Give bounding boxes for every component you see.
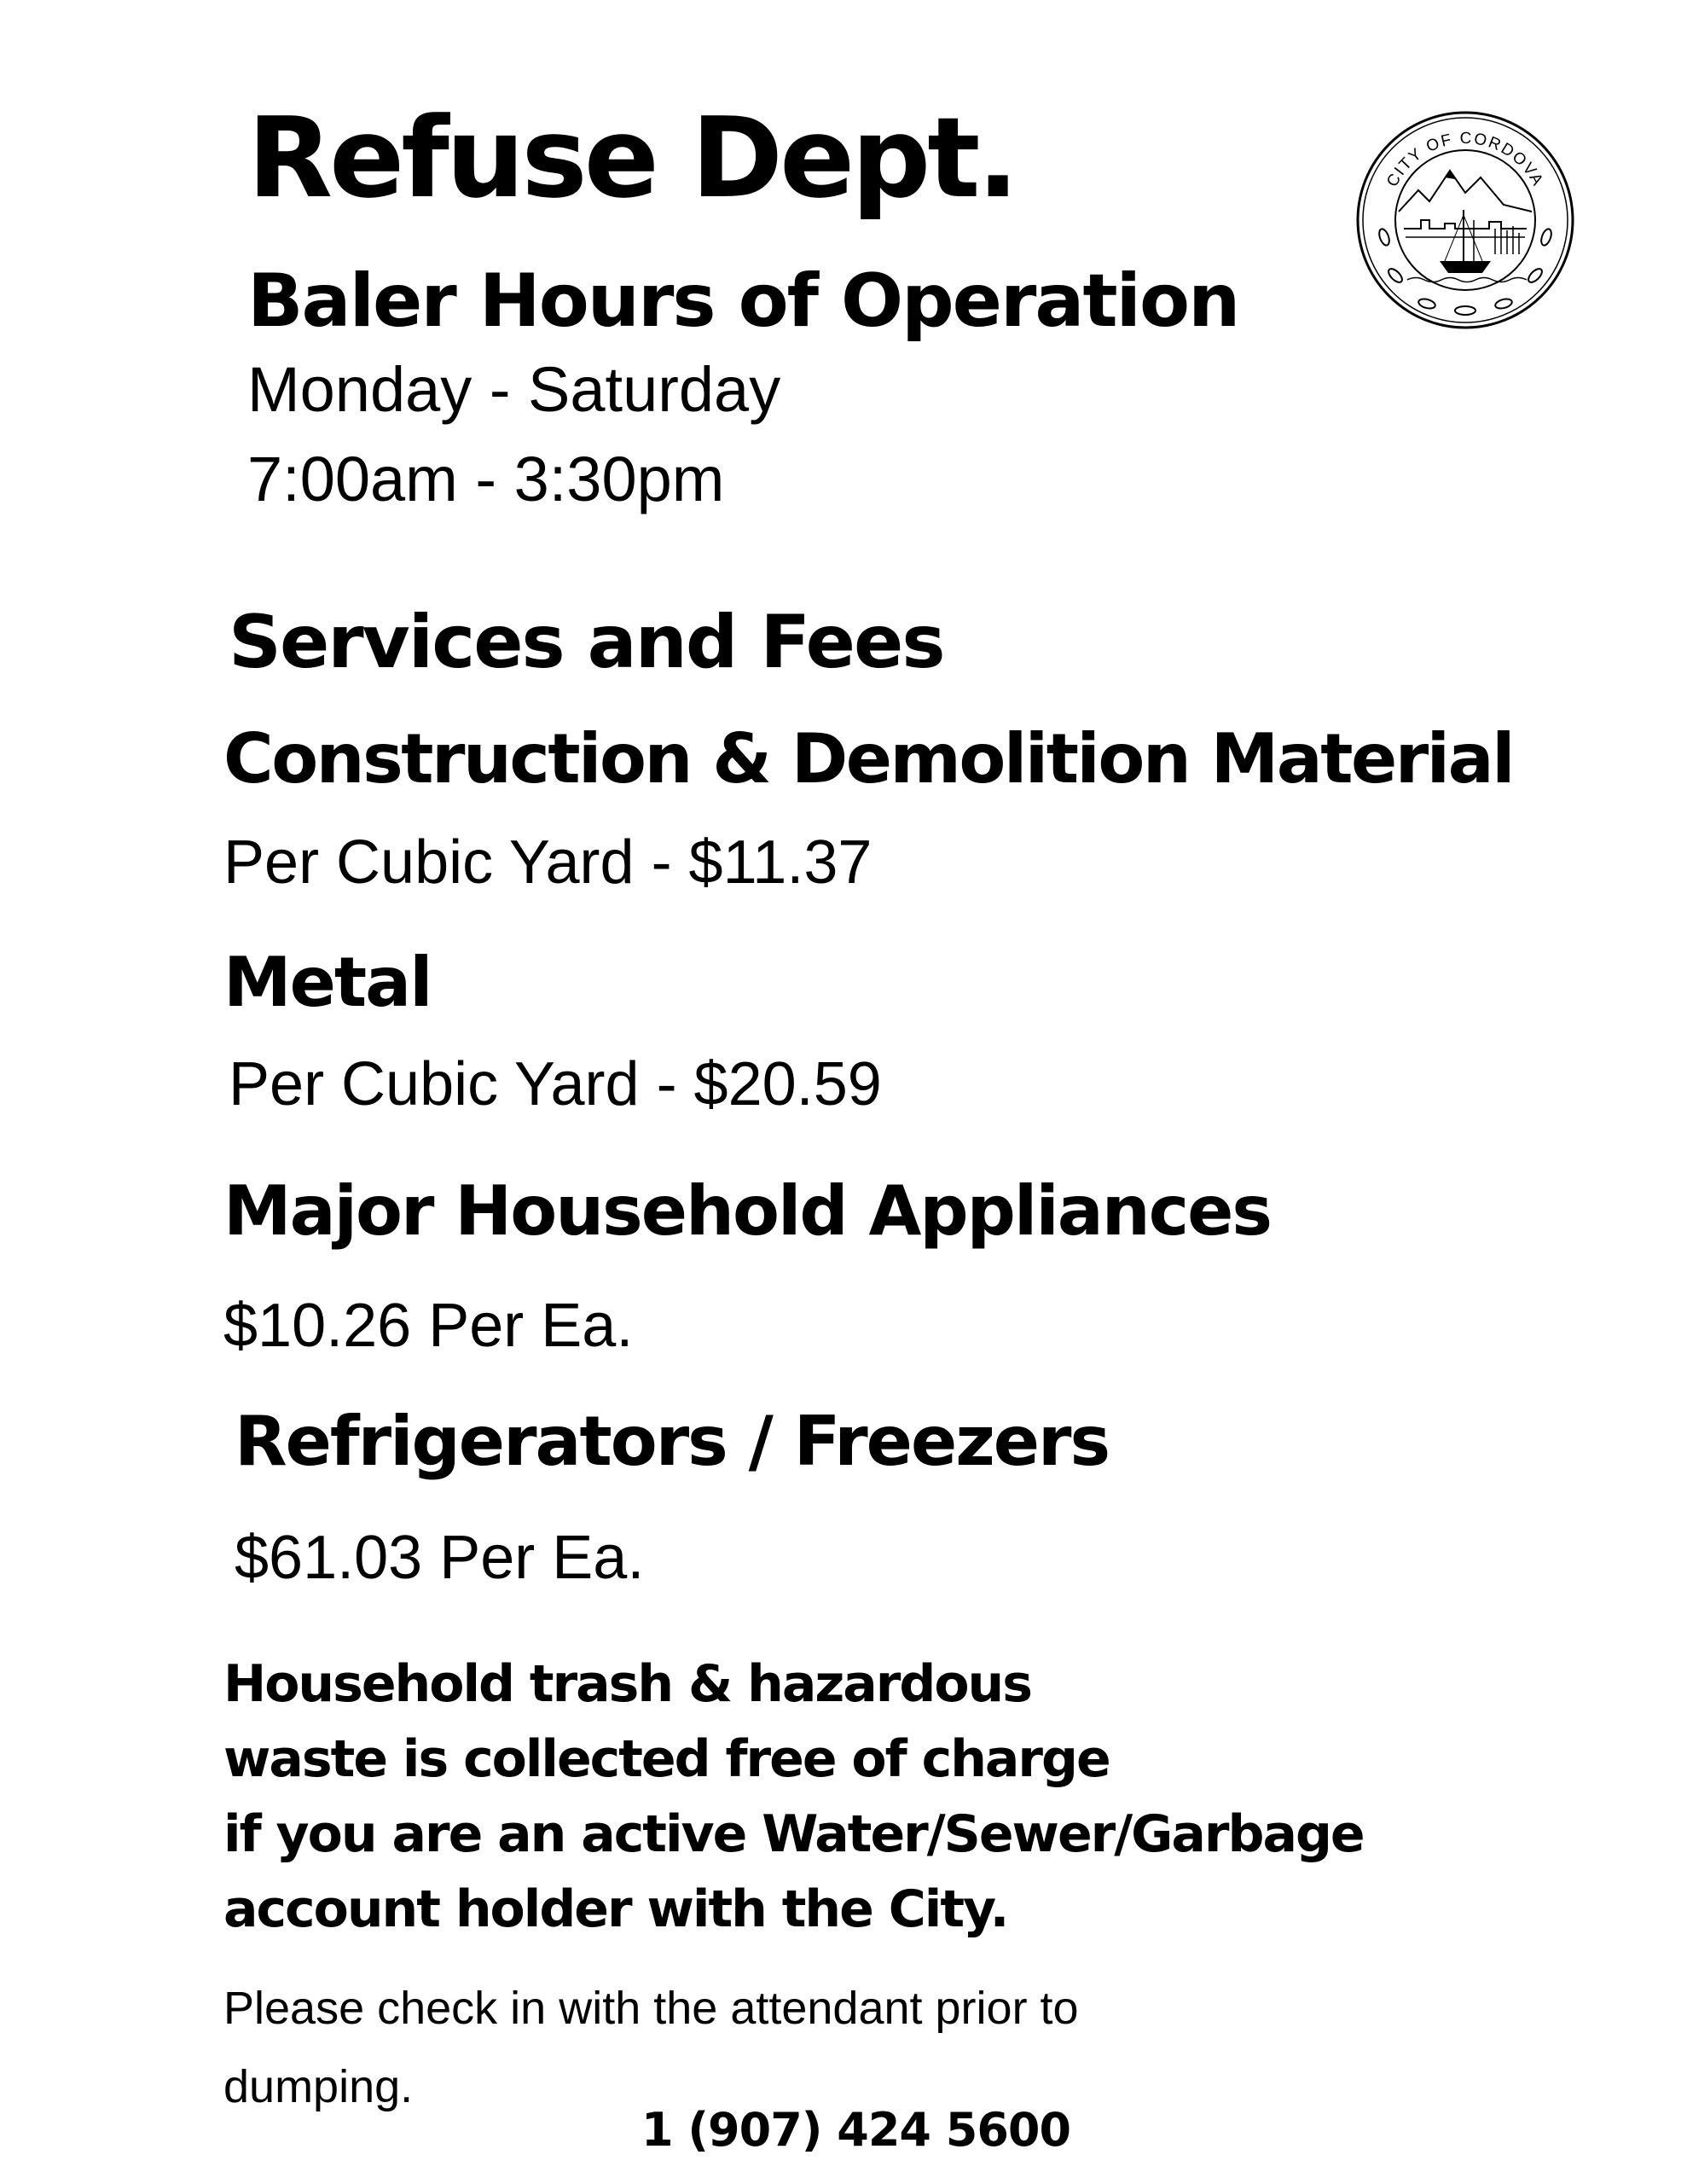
- service-name-appliances: Major Household Appliances: [223, 1171, 1271, 1251]
- hours-heading: Baler Hours of Operation: [247, 258, 1239, 344]
- service-name-construction: Construction & Demolition Material: [223, 719, 1513, 799]
- services-heading: Services and Fees: [229, 600, 944, 685]
- operating-times: 7:00am - 3:30pm: [247, 444, 725, 514]
- seal-text: CITY OF CORDOVA: [1383, 129, 1547, 190]
- notice-line: Household trash & hazardous: [223, 1654, 1031, 1714]
- service-price-construction: Per Cubic Yard - $11.37: [223, 828, 872, 897]
- service-price-appliances: $10.26 Per Ea.: [223, 1292, 634, 1360]
- service-name-metal: Metal: [223, 943, 432, 1022]
- city-of-cordova-seal-icon: [1354, 109, 1576, 331]
- phone-number: 1 (907) 424 5600: [641, 2103, 1071, 2157]
- service-price-refrigerators: $61.03 Per Ea.: [235, 1524, 645, 1592]
- checkin-line: Please check in with the attendant prior to: [223, 1983, 1079, 2034]
- notice-line: waste is collected free of charge: [223, 1729, 1110, 1789]
- notice-line: if you are an active Water/Sewer/Garbage: [223, 1804, 1364, 1864]
- checkin-line: dumping.: [223, 2061, 414, 2112]
- operating-days: Monday - Saturday: [247, 354, 781, 425]
- free-collection-notice: [223, 1647, 1588, 1947]
- service-name-refrigerators: Refrigerators / Freezers: [235, 1402, 1110, 1481]
- page-title: Refuse Dept.: [247, 93, 1016, 223]
- service-price-metal: Per Cubic Yard - $20.59: [229, 1050, 882, 1118]
- notice-line: account holder with the City.: [223, 1879, 1008, 1939]
